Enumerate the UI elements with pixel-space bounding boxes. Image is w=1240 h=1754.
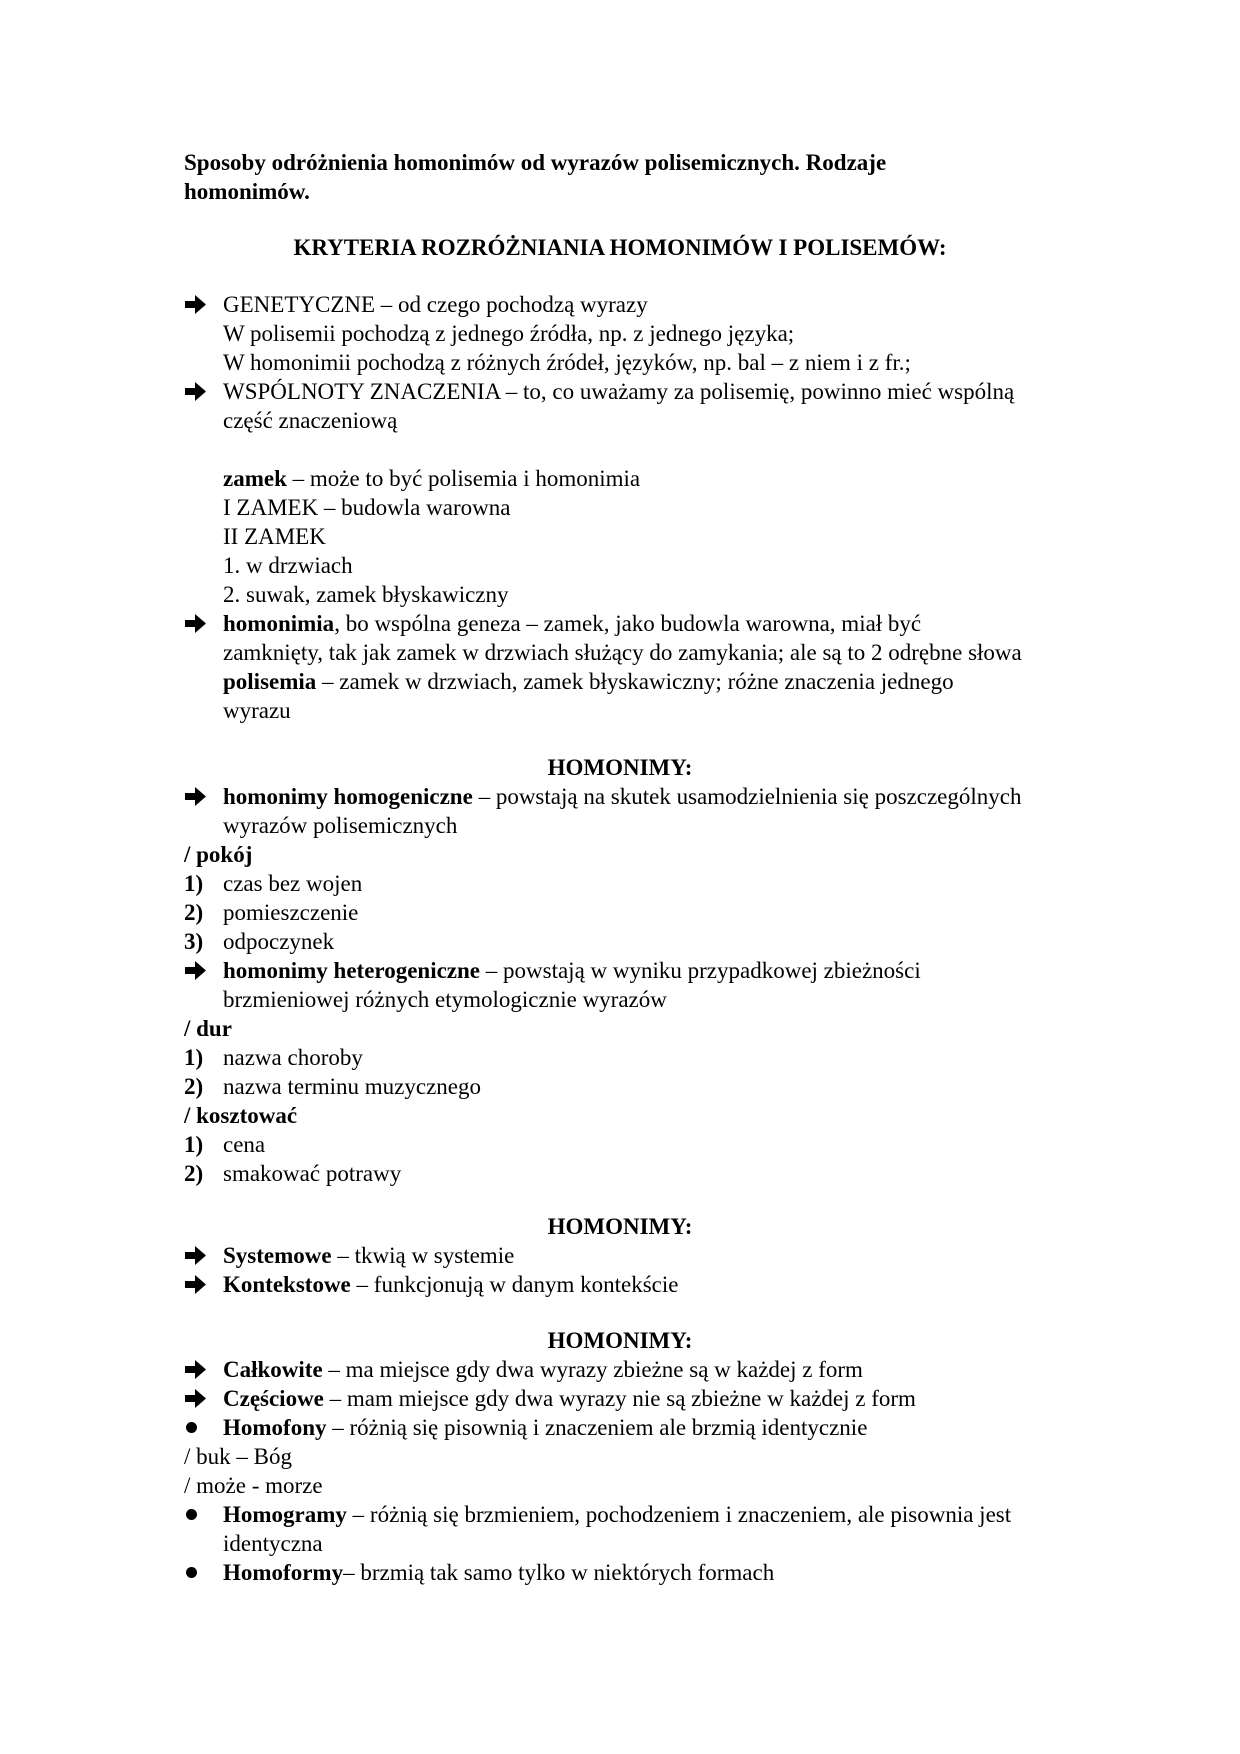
list-number: 2) [184, 1161, 204, 1186]
zamek-item-1: 1. w drzwiach [223, 553, 353, 578]
common-line-2: część znaczeniową [223, 408, 398, 433]
zamek-ii: II ZAMEK [223, 524, 326, 549]
arrow-icon [184, 1384, 208, 1413]
czesciowe-desc: – mam miejsce gdy dwa wyrazy nie są zbieżne w każdej z form [323, 1386, 916, 1411]
list-item: czas bez wojen [223, 871, 363, 896]
homoformy-term: Homoformy [223, 1560, 344, 1585]
zamek-line [223, 464, 640, 493]
title-line-2: homonimów. [184, 179, 310, 204]
homonimia-line-2: zamknięty, tak jak zamek w drzwiach służący do zamykania; ale są to 2 odrębne słowa [223, 640, 1022, 665]
list-number: 3) [184, 929, 204, 954]
genetic-line-2: W polisemii pochodzą z jednego źródła, np. z jednego języka; [223, 321, 795, 346]
homogeniczne-desc: – powstają na skutek usamodzielnienia się poszczególnych [472, 784, 1022, 809]
systemowe-desc: – tkwią w systemie [331, 1243, 515, 1268]
kontekstowe-term: Kontekstowe [223, 1272, 351, 1297]
list-item: pomieszczenie [223, 900, 359, 925]
systemowe-term: Systemowe [223, 1243, 332, 1268]
document-title [184, 148, 1064, 206]
list-item: cena [223, 1132, 266, 1157]
bullet-icon [186, 1509, 197, 1520]
list-item: nazwa terminu muzycznego [223, 1074, 481, 1099]
arrow-icon [184, 782, 208, 811]
example-2: / może - morze [184, 1473, 323, 1498]
list-item: smakować potrawy [223, 1161, 402, 1186]
homoformy-desc: – brzmią tak samo tylko w niektórych formach [343, 1560, 775, 1585]
pokoj-label: / pokój [184, 842, 253, 867]
arrow-icon [184, 1355, 208, 1384]
polisemia-line-1 [223, 667, 954, 696]
list-item: odpoczynek [223, 929, 335, 954]
homogeniczne-line-2: wyrazów polisemicznych [223, 813, 458, 838]
list-number: 1) [184, 1045, 204, 1070]
homonimia-line-1 [223, 609, 921, 638]
heterogeniczne-desc: – powstają w wyniku przypadkowej zbieżności [480, 958, 921, 983]
common-line-1: WSPÓLNOTY ZNACZENIA – to, co uważamy za polisemię, powinno mieć wspólną [223, 379, 1015, 404]
heterogeniczne-line-2: brzmieniowej różnych etymologicznie wyrazów [223, 987, 667, 1012]
calkowite-term: Całkowite [223, 1357, 323, 1382]
genetic-line-3: W homonimii pochodzą z różnych źródeł, języków, np. bal – z niem i z fr.; [223, 350, 911, 375]
criteria-heading: KRYTERIA ROZRÓŻNIANIA HOMONIMÓW I POLISEMÓW: [293, 235, 947, 260]
arrow-icon [184, 1241, 208, 1270]
section3-heading: HOMONIMY: [547, 1328, 693, 1353]
czesciowe-term: Częściowe [223, 1386, 324, 1411]
homofony-term: Homofony [223, 1415, 327, 1440]
list-number: 2) [184, 1074, 204, 1099]
zamek-term: zamek [223, 466, 287, 491]
bullet-icon [186, 1422, 197, 1433]
kontekstowe-desc: – funkcjonują w danym kontekście [350, 1272, 679, 1297]
homogeniczne-term: homonimy homogeniczne [223, 784, 473, 809]
title-line-1: Sposoby odróżnienia homonimów od wyrazów polisemicznych. Rodzaje [184, 150, 887, 175]
list-number: 1) [184, 871, 204, 896]
heterogeniczne-line-1 [223, 956, 921, 985]
genetic-line-1: GENETYCZNE – od czego pochodzą wyrazy [223, 292, 648, 317]
arrow-icon [184, 290, 208, 319]
zamek-i: I ZAMEK – budowla warowna [223, 495, 511, 520]
homogeniczne-line-1 [223, 782, 1021, 811]
calkowite-desc: – ma miejsce gdy dwa wyrazy zbieżne są w każdej z form [322, 1357, 863, 1382]
calkowite-line [223, 1355, 863, 1384]
homoformy-line [223, 1558, 774, 1587]
homonimia-term: homonimia [223, 611, 335, 636]
kontekstowe-line [223, 1270, 678, 1299]
systemowe-line [223, 1241, 514, 1270]
polisemia-desc: – zamek w drzwiach, zamek błyskawiczny; różne znaczenia jednego [316, 669, 954, 694]
arrow-icon [184, 377, 208, 406]
polisemia-term: polisemia [223, 669, 317, 694]
list-item: nazwa choroby [223, 1045, 363, 1070]
arrow-icon [184, 956, 208, 985]
homogramy-term: Homogramy [223, 1502, 347, 1527]
homogramy-line-2: identyczna [223, 1531, 323, 1556]
example-1: / buk – Bóg [184, 1444, 292, 1469]
section2-heading: HOMONIMY: [547, 1214, 693, 1239]
kosztowac-label: / kosztować [184, 1103, 298, 1128]
section1-heading: HOMONIMY: [547, 755, 693, 780]
polisemia-line-2: wyrazu [223, 698, 291, 723]
homonimia-desc: , bo wspólna geneza – zamek, jako budowla warowna, miał być [334, 611, 922, 636]
homofony-line [223, 1413, 867, 1442]
dur-label: / dur [184, 1016, 232, 1041]
bullet-icon [186, 1567, 197, 1578]
zamek-item-2: 2. suwak, zamek błyskawiczny [223, 582, 509, 607]
zamek-desc: – może to być polisemia i homonimia [286, 466, 641, 491]
arrow-icon [184, 609, 208, 638]
list-number: 1) [184, 1132, 204, 1157]
homogramy-line-1 [223, 1500, 1011, 1529]
czesciowe-line [223, 1384, 916, 1413]
arrow-icon [184, 1270, 208, 1299]
list-number: 2) [184, 900, 204, 925]
homofony-desc: – różnią się pisownią i znaczeniem ale brzmią identycznie [326, 1415, 868, 1440]
heterogeniczne-term: homonimy heterogeniczne [223, 958, 481, 983]
homogramy-desc: – różnią się brzmieniem, pochodzeniem i znaczeniem, ale pisownia jest [346, 1502, 1012, 1527]
